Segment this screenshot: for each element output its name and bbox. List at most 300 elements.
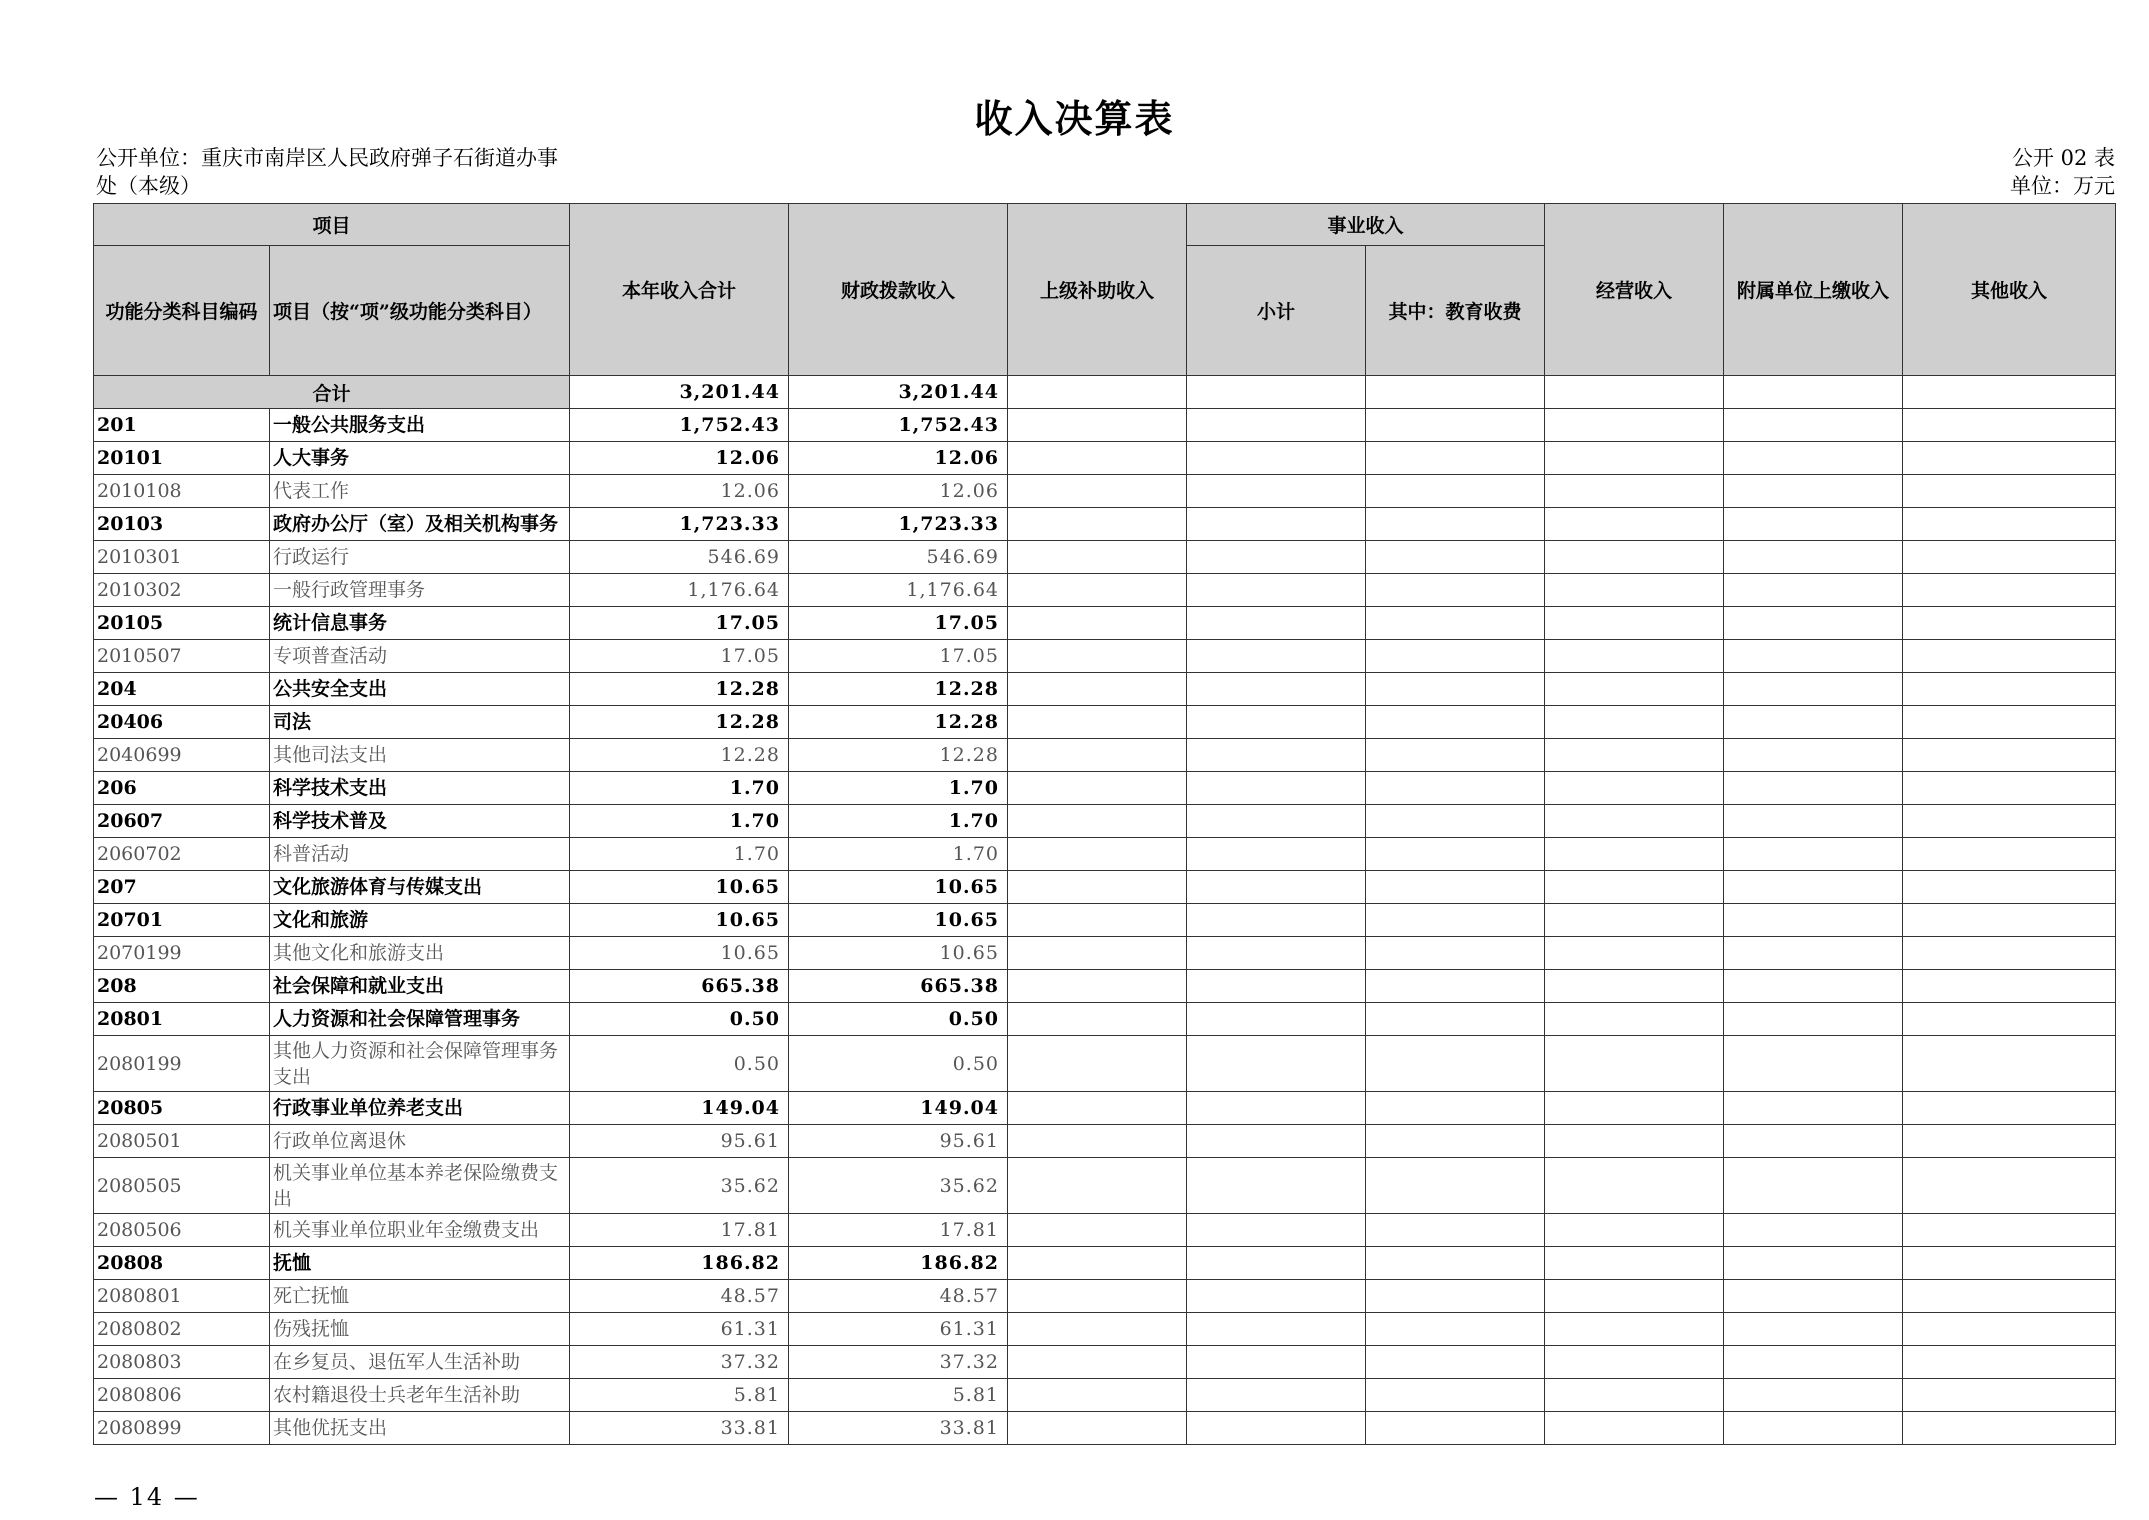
cell-empty <box>1724 607 1903 640</box>
cell-fiscal: 12.28 <box>789 706 1008 739</box>
cell-total: 5.81 <box>570 1379 789 1412</box>
cell-empty <box>1545 838 1724 871</box>
cell-total: 1.70 <box>570 838 789 871</box>
cell-empty <box>1903 607 2116 640</box>
cell-empty <box>1724 871 1903 904</box>
cell-empty <box>1903 1092 2116 1125</box>
cell-empty <box>1008 1313 1187 1346</box>
table-row <box>94 904 2116 937</box>
cell-name: 机关事业单位基本养老保险缴费支出 <box>270 1158 570 1214</box>
cell-empty <box>1724 937 1903 970</box>
cell-empty <box>1187 1247 1366 1280</box>
cell-empty <box>1008 409 1187 442</box>
header-other: 其他收入 <box>1903 204 2116 376</box>
cell-fiscal: 0.50 <box>789 1003 1008 1036</box>
cell-empty <box>1008 673 1187 706</box>
cell-empty <box>1903 1379 2116 1412</box>
cell-empty <box>1366 442 1545 475</box>
cell-empty <box>1545 508 1724 541</box>
cell-fiscal: 12.06 <box>789 475 1008 508</box>
cell-empty <box>1187 640 1366 673</box>
cell-total: 17.05 <box>570 607 789 640</box>
cell-empty <box>1903 409 2116 442</box>
cell-code: 2080506 <box>94 1214 270 1247</box>
table-row <box>94 805 2116 838</box>
cell-code: 20805 <box>94 1092 270 1125</box>
cell-empty <box>1187 442 1366 475</box>
cell-total: 10.65 <box>570 871 789 904</box>
cell-empty <box>1187 1158 1366 1214</box>
cell-code: 2080501 <box>94 1125 270 1158</box>
cell-code: 2080899 <box>94 1412 270 1445</box>
header-superior: 上级补助收入 <box>1008 204 1187 376</box>
cell-fiscal: 10.65 <box>789 937 1008 970</box>
cell-empty <box>1366 1214 1545 1247</box>
cell-empty <box>1903 937 2116 970</box>
cell-empty <box>1008 838 1187 871</box>
cell-fiscal: 1.70 <box>789 772 1008 805</box>
cell-empty <box>1903 1280 2116 1313</box>
cell-empty <box>1545 706 1724 739</box>
cell-empty <box>1545 1214 1724 1247</box>
cell-empty <box>1366 706 1545 739</box>
cell-empty <box>1903 574 2116 607</box>
cell-name: 一般公共服务支出 <box>270 409 570 442</box>
cell-name: 政府办公厅（室）及相关机构事务 <box>270 508 570 541</box>
cell-empty <box>1724 904 1903 937</box>
cell-empty <box>1187 475 1366 508</box>
cell-empty <box>1366 673 1545 706</box>
cell-code: 20406 <box>94 706 270 739</box>
cell-empty <box>1008 772 1187 805</box>
cell-empty <box>1903 475 2116 508</box>
cell-empty <box>1008 376 1187 409</box>
table-row <box>94 838 2116 871</box>
cell-code: 2070199 <box>94 937 270 970</box>
cell-empty <box>1366 1158 1545 1214</box>
cell-name: 机关事业单位职业年金缴费支出 <box>270 1214 570 1247</box>
cell-code: 2010301 <box>94 541 270 574</box>
form-meta <box>2010 144 2115 200</box>
cell-empty <box>1724 1346 1903 1379</box>
cell-name: 其他文化和旅游支出 <box>270 937 570 970</box>
cell-total: 37.32 <box>570 1346 789 1379</box>
cell-fiscal: 35.62 <box>789 1158 1008 1214</box>
cell-empty <box>1545 1280 1724 1313</box>
cell-name: 统计信息事务 <box>270 607 570 640</box>
cell-total: 0.50 <box>570 1003 789 1036</box>
cell-name: 死亡抚恤 <box>270 1280 570 1313</box>
cell-empty <box>1187 1214 1366 1247</box>
table-row <box>94 1003 2116 1036</box>
table-row <box>94 673 2116 706</box>
cell-empty <box>1545 1346 1724 1379</box>
form-number: 公开 02 表 <box>2011 146 2115 170</box>
cell-code: 2010507 <box>94 640 270 673</box>
header-project: 项目 <box>94 204 570 246</box>
cell-empty <box>1545 1003 1724 1036</box>
cell-empty <box>1903 739 2116 772</box>
cell-empty <box>1187 1125 1366 1158</box>
cell-empty <box>1008 805 1187 838</box>
cell-empty <box>1187 1412 1366 1445</box>
cell-fiscal: 1,752.43 <box>789 409 1008 442</box>
cell-fiscal: 17.81 <box>789 1214 1008 1247</box>
cell-empty <box>1366 376 1545 409</box>
cell-empty <box>1366 1125 1545 1158</box>
cell-name: 行政运行 <box>270 541 570 574</box>
cell-empty <box>1903 442 2116 475</box>
cell-empty <box>1724 1412 1903 1445</box>
cell-fiscal: 12.28 <box>789 739 1008 772</box>
publishing-unit-line1: 公开单位：重庆市南岸区人民政府弹子石街道办事 <box>96 146 558 170</box>
cell-empty <box>1545 772 1724 805</box>
table-row <box>94 1092 2116 1125</box>
cell-empty <box>1545 970 1724 1003</box>
cell-empty <box>1366 805 1545 838</box>
cell-empty <box>1187 706 1366 739</box>
publishing-unit-line2: 处（本级） <box>96 174 201 198</box>
cell-empty <box>1545 871 1724 904</box>
total-amount: 3,201.44 <box>570 376 789 409</box>
cell-empty <box>1545 640 1724 673</box>
cell-empty <box>1545 673 1724 706</box>
cell-code: 20607 <box>94 805 270 838</box>
cell-total: 17.81 <box>570 1214 789 1247</box>
cell-empty <box>1724 739 1903 772</box>
cell-code: 2010302 <box>94 574 270 607</box>
cell-empty <box>1724 1036 1903 1092</box>
cell-name: 行政单位离退休 <box>270 1125 570 1158</box>
cell-empty <box>1187 937 1366 970</box>
cell-empty <box>1008 706 1187 739</box>
cell-code: 20101 <box>94 442 270 475</box>
cell-empty <box>1724 442 1903 475</box>
cell-empty <box>1724 1158 1903 1214</box>
table-row <box>94 1313 2116 1346</box>
cell-empty <box>1545 376 1724 409</box>
cell-empty <box>1008 1379 1187 1412</box>
cell-total: 10.65 <box>570 937 789 970</box>
cell-fiscal: 12.28 <box>789 673 1008 706</box>
cell-empty <box>1903 1158 2116 1214</box>
cell-code: 20105 <box>94 607 270 640</box>
cell-empty <box>1366 508 1545 541</box>
cell-empty <box>1724 574 1903 607</box>
cell-empty <box>1724 1379 1903 1412</box>
cell-empty <box>1724 409 1903 442</box>
cell-empty <box>1724 1092 1903 1125</box>
cell-empty <box>1903 541 2116 574</box>
cell-total: 0.50 <box>570 1036 789 1092</box>
cell-name: 文化旅游体育与传媒支出 <box>270 871 570 904</box>
cell-fiscal: 10.65 <box>789 871 1008 904</box>
cell-empty <box>1545 1036 1724 1092</box>
cell-name: 农村籍退役士兵老年生活补助 <box>270 1379 570 1412</box>
cell-empty <box>1724 805 1903 838</box>
cell-name: 其他司法支出 <box>270 739 570 772</box>
cell-empty <box>1724 1003 1903 1036</box>
cell-empty <box>1366 1247 1545 1280</box>
cell-empty <box>1903 1214 2116 1247</box>
cell-total: 17.05 <box>570 640 789 673</box>
cell-fiscal: 1,723.33 <box>789 508 1008 541</box>
cell-fiscal: 0.50 <box>789 1036 1008 1092</box>
cell-empty <box>1366 1092 1545 1125</box>
cell-empty <box>1545 541 1724 574</box>
cell-empty <box>1366 1379 1545 1412</box>
cell-empty <box>1366 1346 1545 1379</box>
cell-empty <box>1545 1125 1724 1158</box>
header-total: 本年收入合计 <box>570 204 789 376</box>
table-row <box>94 739 2116 772</box>
cell-empty <box>1008 1214 1187 1247</box>
cell-empty <box>1366 541 1545 574</box>
header-education: 其中：教育收费 <box>1366 246 1545 376</box>
cell-empty <box>1187 970 1366 1003</box>
table-body <box>94 376 2116 1445</box>
cell-fiscal: 665.38 <box>789 970 1008 1003</box>
cell-fiscal: 61.31 <box>789 1313 1008 1346</box>
cell-empty <box>1903 871 2116 904</box>
cell-empty <box>1187 1280 1366 1313</box>
cell-empty <box>1366 1003 1545 1036</box>
cell-empty <box>1187 1092 1366 1125</box>
cell-name: 行政事业单位养老支出 <box>270 1092 570 1125</box>
cell-empty <box>1008 475 1187 508</box>
cell-total: 61.31 <box>570 1313 789 1346</box>
cell-empty <box>1903 508 2116 541</box>
cell-empty <box>1008 1346 1187 1379</box>
cell-empty <box>1366 838 1545 871</box>
cell-code: 2080802 <box>94 1313 270 1346</box>
cell-empty <box>1187 1036 1366 1092</box>
cell-total: 1,723.33 <box>570 508 789 541</box>
cell-empty <box>1366 937 1545 970</box>
cell-name: 抚恤 <box>270 1247 570 1280</box>
cell-empty <box>1187 607 1366 640</box>
cell-empty <box>1724 541 1903 574</box>
cell-empty <box>1903 1412 2116 1445</box>
cell-empty <box>1008 1092 1187 1125</box>
cell-empty <box>1366 607 1545 640</box>
cell-empty <box>1187 541 1366 574</box>
cell-name: 其他优抚支出 <box>270 1412 570 1445</box>
cell-empty <box>1008 1003 1187 1036</box>
cell-empty <box>1008 1125 1187 1158</box>
cell-code: 204 <box>94 673 270 706</box>
cell-empty <box>1724 1313 1903 1346</box>
cell-empty <box>1724 1125 1903 1158</box>
header-affiliated: 附属单位上缴收入 <box>1724 204 1903 376</box>
cell-empty <box>1724 640 1903 673</box>
cell-total: 95.61 <box>570 1125 789 1158</box>
cell-empty <box>1366 871 1545 904</box>
table-row <box>94 1214 2116 1247</box>
cell-empty <box>1724 838 1903 871</box>
cell-empty <box>1008 1247 1187 1280</box>
cell-name: 科普活动 <box>270 838 570 871</box>
cell-code: 20808 <box>94 1247 270 1280</box>
cell-total: 186.82 <box>570 1247 789 1280</box>
table-row <box>94 937 2116 970</box>
cell-empty <box>1187 673 1366 706</box>
cell-empty <box>1545 739 1724 772</box>
cell-code: 201 <box>94 409 270 442</box>
cell-empty <box>1366 574 1545 607</box>
cell-fiscal: 12.06 <box>789 442 1008 475</box>
cell-total: 12.28 <box>570 706 789 739</box>
cell-empty <box>1187 1313 1366 1346</box>
cell-name: 伤残抚恤 <box>270 1313 570 1346</box>
cell-empty <box>1187 772 1366 805</box>
cell-total: 1.70 <box>570 772 789 805</box>
cell-code: 2080801 <box>94 1280 270 1313</box>
cell-empty <box>1545 1247 1724 1280</box>
cell-total: 1,752.43 <box>570 409 789 442</box>
cell-empty <box>1366 970 1545 1003</box>
cell-empty <box>1187 409 1366 442</box>
table-row <box>94 442 2116 475</box>
cell-empty <box>1545 1379 1724 1412</box>
cell-total: 12.06 <box>570 475 789 508</box>
cell-empty <box>1903 376 2116 409</box>
cell-code: 2080199 <box>94 1036 270 1092</box>
cell-code: 2080505 <box>94 1158 270 1214</box>
cell-empty <box>1903 673 2116 706</box>
cell-empty <box>1187 376 1366 409</box>
cell-total: 12.28 <box>570 739 789 772</box>
cell-fiscal: 17.05 <box>789 640 1008 673</box>
cell-code: 20103 <box>94 508 270 541</box>
cell-code: 207 <box>94 871 270 904</box>
table-row <box>94 772 2116 805</box>
cell-fiscal: 1.70 <box>789 805 1008 838</box>
cell-code: 2010108 <box>94 475 270 508</box>
cell-empty <box>1366 1313 1545 1346</box>
cell-empty <box>1366 1036 1545 1092</box>
cell-name: 文化和旅游 <box>270 904 570 937</box>
cell-name: 公共安全支出 <box>270 673 570 706</box>
table-row <box>94 475 2116 508</box>
cell-empty <box>1008 739 1187 772</box>
cell-empty <box>1187 508 1366 541</box>
cell-empty <box>1903 1313 2116 1346</box>
cell-name: 科学技术普及 <box>270 805 570 838</box>
cell-empty <box>1724 475 1903 508</box>
cell-empty <box>1187 1003 1366 1036</box>
cell-empty <box>1366 640 1545 673</box>
table-row <box>94 1280 2116 1313</box>
header-fiscal: 财政拨款收入 <box>789 204 1008 376</box>
cell-empty <box>1724 673 1903 706</box>
cell-empty <box>1187 805 1366 838</box>
cell-empty <box>1545 1158 1724 1214</box>
cell-empty <box>1903 904 2116 937</box>
cell-code: 2080806 <box>94 1379 270 1412</box>
header-subtotal: 小计 <box>1187 246 1366 376</box>
cell-empty <box>1366 739 1545 772</box>
cell-empty <box>1545 1412 1724 1445</box>
currency-unit: 单位：万元 <box>2010 174 2115 198</box>
cell-empty <box>1366 904 1545 937</box>
header-business: 事业收入 <box>1187 204 1545 246</box>
table-row <box>94 1412 2116 1445</box>
cell-empty <box>1187 904 1366 937</box>
cell-fiscal: 48.57 <box>789 1280 1008 1313</box>
cell-empty <box>1187 574 1366 607</box>
cell-empty <box>1008 970 1187 1003</box>
cell-fiscal: 546.69 <box>789 541 1008 574</box>
cell-empty <box>1903 640 2116 673</box>
table-row <box>94 1379 2116 1412</box>
cell-total: 33.81 <box>570 1412 789 1445</box>
cell-empty <box>1903 772 2116 805</box>
cell-name: 代表工作 <box>270 475 570 508</box>
cell-empty <box>1903 805 2116 838</box>
cell-empty <box>1187 871 1366 904</box>
table-row <box>94 1346 2116 1379</box>
cell-fiscal: 149.04 <box>789 1092 1008 1125</box>
cell-empty <box>1724 772 1903 805</box>
cell-fiscal: 10.65 <box>789 904 1008 937</box>
cell-name: 人大事务 <box>270 442 570 475</box>
cell-fiscal: 1.70 <box>789 838 1008 871</box>
cell-empty <box>1008 1412 1187 1445</box>
cell-empty <box>1545 1092 1724 1125</box>
cell-empty <box>1903 1003 2116 1036</box>
cell-empty <box>1724 1280 1903 1313</box>
table-row <box>94 640 2116 673</box>
cell-empty <box>1724 508 1903 541</box>
cell-empty <box>1008 607 1187 640</box>
cell-fiscal: 1,176.64 <box>789 574 1008 607</box>
cell-name: 其他人力资源和社会保障管理事务支出 <box>270 1036 570 1092</box>
cell-empty <box>1008 574 1187 607</box>
cell-empty <box>1724 376 1903 409</box>
income-table <box>93 203 2116 1445</box>
cell-empty <box>1545 805 1724 838</box>
cell-empty <box>1008 442 1187 475</box>
cell-empty <box>1903 1125 2116 1158</box>
cell-total: 12.06 <box>570 442 789 475</box>
cell-empty <box>1545 574 1724 607</box>
table-row <box>94 1036 2116 1092</box>
table-row <box>94 706 2116 739</box>
cell-empty <box>1008 640 1187 673</box>
cell-empty <box>1545 1313 1724 1346</box>
table-row <box>94 970 2116 1003</box>
cell-empty <box>1724 706 1903 739</box>
cell-total: 149.04 <box>570 1092 789 1125</box>
cell-empty <box>1187 739 1366 772</box>
page-number: — 14 — <box>94 1483 200 1511</box>
cell-total: 1,176.64 <box>570 574 789 607</box>
cell-empty <box>1724 1247 1903 1280</box>
table-row <box>94 607 2116 640</box>
table-row <box>94 508 2116 541</box>
cell-code: 208 <box>94 970 270 1003</box>
cell-empty <box>1366 1280 1545 1313</box>
cell-empty <box>1008 1158 1187 1214</box>
cell-empty <box>1724 970 1903 1003</box>
cell-fiscal: 186.82 <box>789 1247 1008 1280</box>
table-row <box>94 409 2116 442</box>
cell-empty <box>1008 1280 1187 1313</box>
cell-empty <box>1545 475 1724 508</box>
cell-empty <box>1724 1214 1903 1247</box>
cell-fiscal: 33.81 <box>789 1412 1008 1445</box>
